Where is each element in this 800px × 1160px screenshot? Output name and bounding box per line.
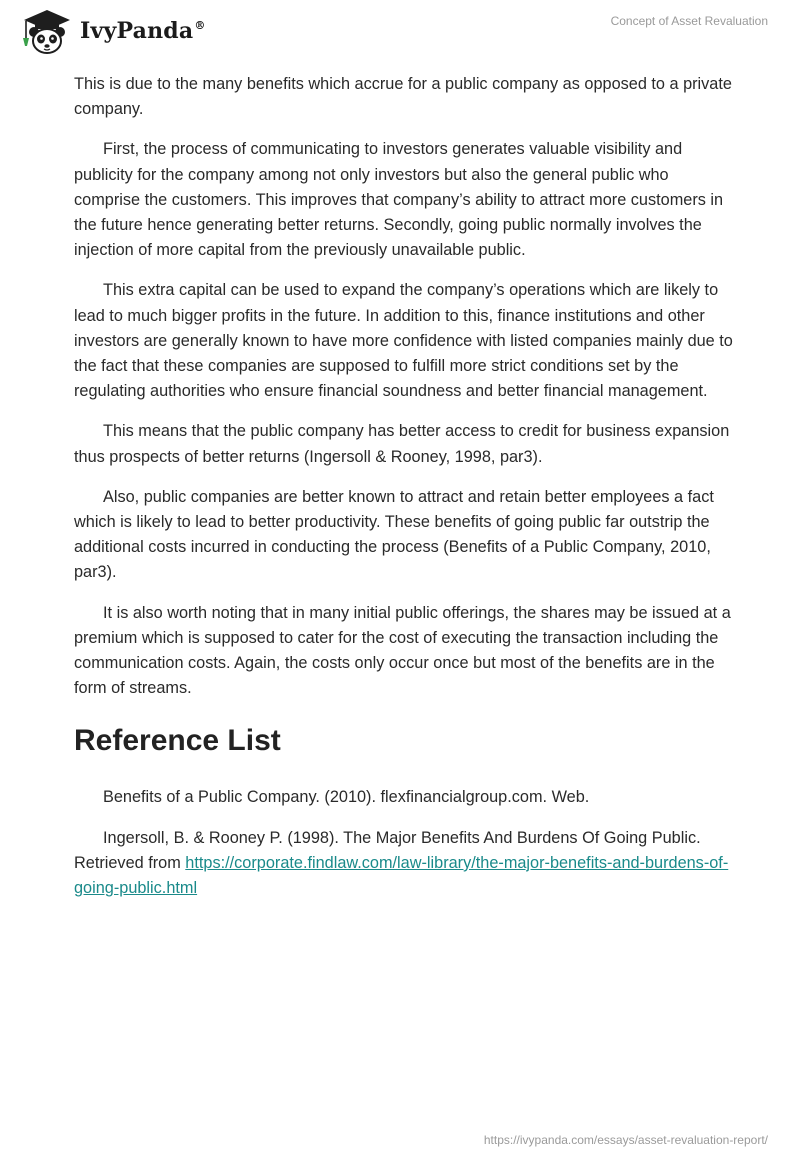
paragraph: First, the process of communicating to investors generates valuable visibility and publicity for the company among not only investors but also the general public who comprise the customers. This improves that company’s ability to attract more customers in the future hence generating better returns. Secondly, going public normally involves the injection of more capital from the previously unavailable public. [74,140,724,260]
paragraph: This means that the public company has better access to credit for business expansion thus prospects of better returns (Ingersoll & Rooney, 1998, par3). [74,422,730,466]
reference-entry: Benefits of a Public Company. (2010). flexfinancialgroup.com. Web. [103,788,590,807]
essay-content [74,72,734,916]
paragraph: This is due to the many benefits which accrue for a public company as opposed to a private company. [74,75,732,119]
paragraph: It is also worth noting that in many initial public offerings, the shares may be issued at a premium which is supposed to cater for the cost of executing the transaction including the communication costs. Again, the costs only occur once but most of the benefits are in the form of streams. [74,603,731,698]
page-header [0,0,800,66]
paragraph: Also, public companies are better known to attract and retain better employees a fact which is likely to lead to better productivity. These benefits of going public far outstrip the additional costs incurred in conducting the process (Benefits of a Public Company, 2010, par3). [74,487,714,582]
reference-list-heading: Reference List [74,724,281,758]
registered-mark: ® [194,19,206,32]
page-url: https://ivypanda.com/essays/asset-revaluation-report/ [483,1133,768,1147]
reference-entry [74,826,734,902]
panda-graduate-icon[interactable] [16,8,78,58]
reference-link[interactable]: https://corporate.findlaw.com/law-library/the-major-benefits-and-burdens-of-going-public.html [74,853,729,898]
paragraph: This extra capital can be used to expand the company’s operations which are likely to lead to much bigger profits in the future. In addition to this, finance institutions and other investors are generally known to have more confidence with listed companies mainly due to the fact that these companies are supposed to fulfill more strict conditions set by the regulating authorities who ensure financial soundness and better financial management. [74,281,733,401]
document-title: Concept of Asset Revaluation [610,14,768,28]
reference-text: Ingersoll, B. & Rooney P. (1998). The Major Benefits And Burdens Of Going Public. Retrieved from [74,828,701,872]
brand-name[interactable]: IvyPanda® [80,18,206,44]
